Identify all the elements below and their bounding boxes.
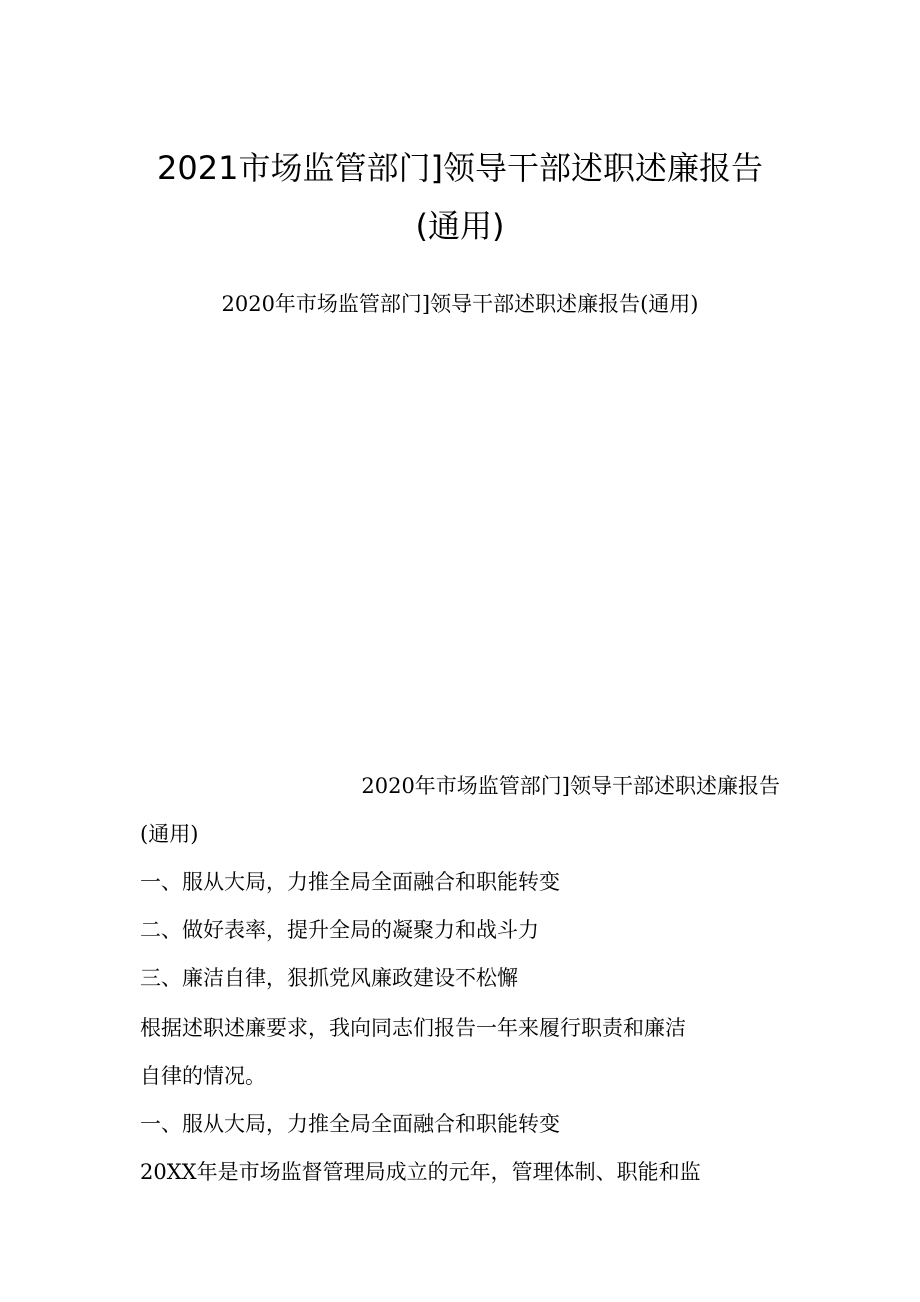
document-subtitle: 2020年市场监管部门]领导干部述职述廉报告(通用) [221,292,699,316]
body-paragraph-line-2: 自律的情况。 [140,1064,266,1088]
body-heading-line: 2020年市场监管部门]领导干部述职述廉报告 [361,774,780,798]
outline-item-2: 二、做好表率，提升全局的凝聚力和战斗力 [140,918,539,942]
outline-item-3: 三、廉洁自律，狠抓党风廉政建设不松懈 [140,966,518,990]
body-paragraph-line-1: 根据述职述廉要求，我向同志们报告一年来履行职责和廉洁 [140,1016,686,1040]
section-heading-1: 一、服从大局，力推全局全面融合和职能转变 [140,1112,560,1136]
document-title-line-2: (通用) [415,207,505,245]
body-paragraph-line-3: 20XX年是市场监督管理局成立的元年，管理体制、职能和监 [140,1160,701,1184]
body-heading-continuation: (通用) [140,822,199,846]
document-title-line-1: 2021市场监管部门]领导干部述职述廉报告 [157,149,763,187]
outline-item-1: 一、服从大局，力推全局全面融合和职能转变 [140,870,560,894]
